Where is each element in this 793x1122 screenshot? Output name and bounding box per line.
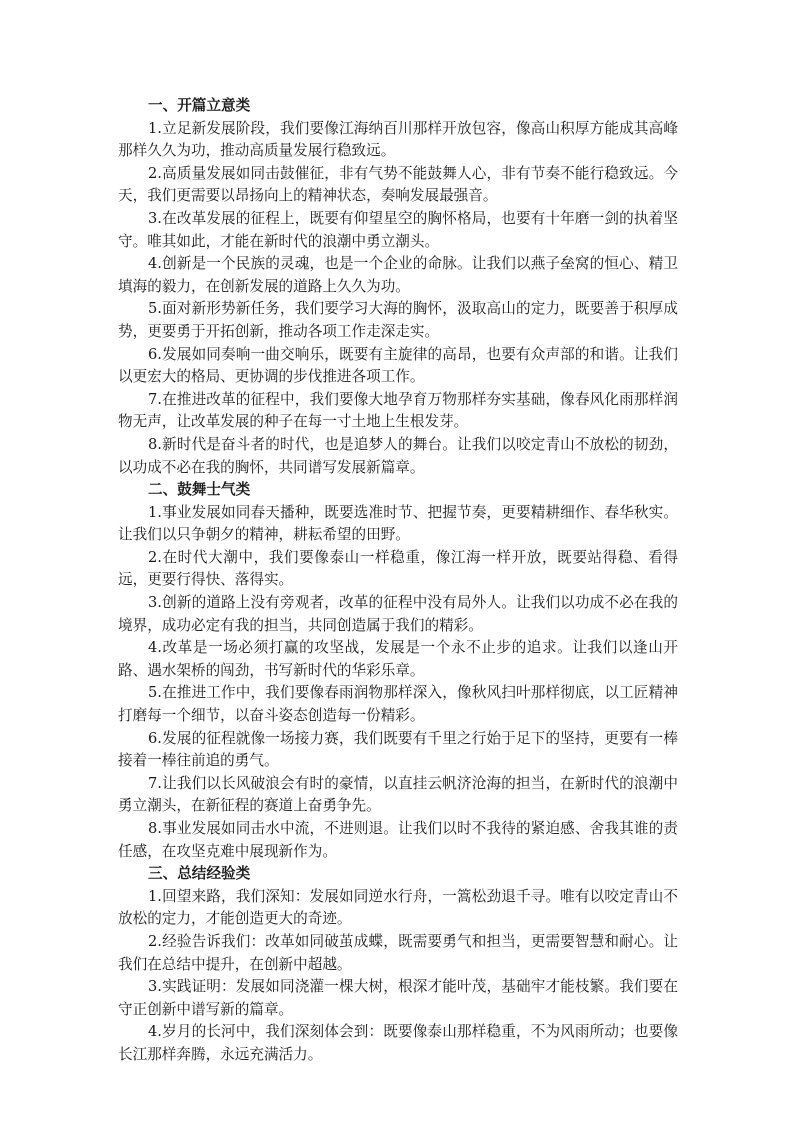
section-morale	[118, 479, 678, 863]
paragraph: 4.岁月的长河中，我们深刻体会到：既要像泰山那样稳重，不为风雨所动；也要像长江那样奔腾，永远充满活力。	[118, 1023, 678, 1063]
section-heading: 一、开篇立意类	[148, 97, 251, 114]
document-body	[118, 95, 678, 1067]
section-opening	[118, 95, 678, 479]
section-heading: 二、鼓舞士气类	[148, 481, 251, 499]
paragraph: 7.在推进改革的征程中，我们要像大地孕育万物那样夯实基础，像春风化雨那样润物无声，让改革发展的种子在每一寸土地上生根发芽。	[118, 390, 678, 431]
paragraph: 2.高质量发展如同击鼓催征，非有气势不能鼓舞人心，非有节奏不能行稳致远。今天，我们更需要以昂扬向上的精神状态，奏响发展最强音。	[118, 164, 678, 205]
paragraph: 5.在推进工作中，我们要像春雨润物那样深入，像秋风扫叶那样彻底，以工匠精神打磨每一个细节，以奋斗姿态创造每一份精彩。	[118, 684, 678, 725]
paragraph: 3.实践证明：发展如同浇灌一棵大树，根深才能叶茂，基础牢才能枝繁。我们要在守正创新中谱写新的篇章。	[118, 978, 678, 1018]
paragraph: 8.新时代是奋斗者的时代，也是追梦人的舞台。让我们以咬定青山不放松的韧劲，以功成不必在我的胸怀，共同谱写发展新篇章。	[118, 435, 678, 476]
paragraph: 4.创新是一个民族的灵魂，也是一个企业的命脉。让我们以燕子垒窝的恒心、精卫填海的毅力，在创新发展的道路上久久为功。	[118, 255, 678, 295]
paragraph: 1.立足新发展阶段，我们要像江海纳百川那样开放包容，像高山积厚方能成其高峰那样久久为功，推动高质量发展行稳致远。	[118, 119, 678, 160]
paragraph: 1.回望来路，我们深知：发展如同逆水行舟，一篙松劲退千寻。唯有以咬定青山不放松的定力，才能创造更大的奇迹。	[118, 887, 678, 928]
paragraph: 1.事业发展如同春天播种，既要选准时节、把握节奏，更要精耕细作、春华秋实。让我们以只争朝夕的精神，耕耘希望的田野。	[118, 503, 678, 544]
section-summary	[118, 863, 678, 1066]
paragraph: 6.发展如同奏响一曲交响乐，既要有主旋律的高昂，也要有众声部的和谐。让我们以更宏大的格局、更协调的步伐推进各项工作。	[118, 345, 678, 386]
paragraph: 4.改革是一场必须打赢的攻坚战，发展是一个永不止步的追求。让我们以逢山开路、遇水架桥的闯劲，书写新时代的华彩乐章。	[118, 639, 678, 679]
section-heading: 三、总结经验类	[148, 865, 251, 883]
paragraph: 7.让我们以长风破浪会有时的豪情，以直挂云帆济沧海的担当，在新时代的浪潮中勇立潮头，在新征程的赛道上奋勇争先。	[118, 774, 678, 815]
paragraph: 8.事业发展如同击水中流，不进则退。让我们以时不我待的紧迫感、舍我其谁的责任感，在攻坚克难中展现新作为。	[118, 820, 678, 860]
paragraph: 3.创新的道路上没有旁观者，改革的征程中没有局外人。让我们以功成不必在我的境界，成功必定有我的担当，共同创造属于我们的精彩。	[118, 594, 678, 634]
paragraph: 6.发展的征程就像一场接力赛，我们既要有千里之行始于足下的坚持，更要有一棒接着一棒往前追的勇气。	[118, 729, 678, 770]
paragraph: 2.经验告诉我们：改革如同破茧成蝶，既需要勇气和担当，更需要智慧和耐心。让我们在总结中提升，在创新中超越。	[118, 932, 678, 973]
paragraph: 5.面对新形势新任务，我们要学习大海的胸怀，汲取高山的定力，既要善于积厚成势，更要勇于开拓创新，推动各项工作走深走实。	[118, 300, 678, 340]
paragraph: 2.在时代大潮中，我们要像泰山一样稳重，像江海一样开放，既要站得稳、看得远，更要行得快、落得实。	[118, 548, 678, 589]
paragraph: 3.在改革发展的征程上，既要有仰望星空的胸怀格局，也要有十年磨一剑的执着坚守。唯其如此，才能在新时代的浪潮中勇立潮头。	[118, 209, 678, 250]
